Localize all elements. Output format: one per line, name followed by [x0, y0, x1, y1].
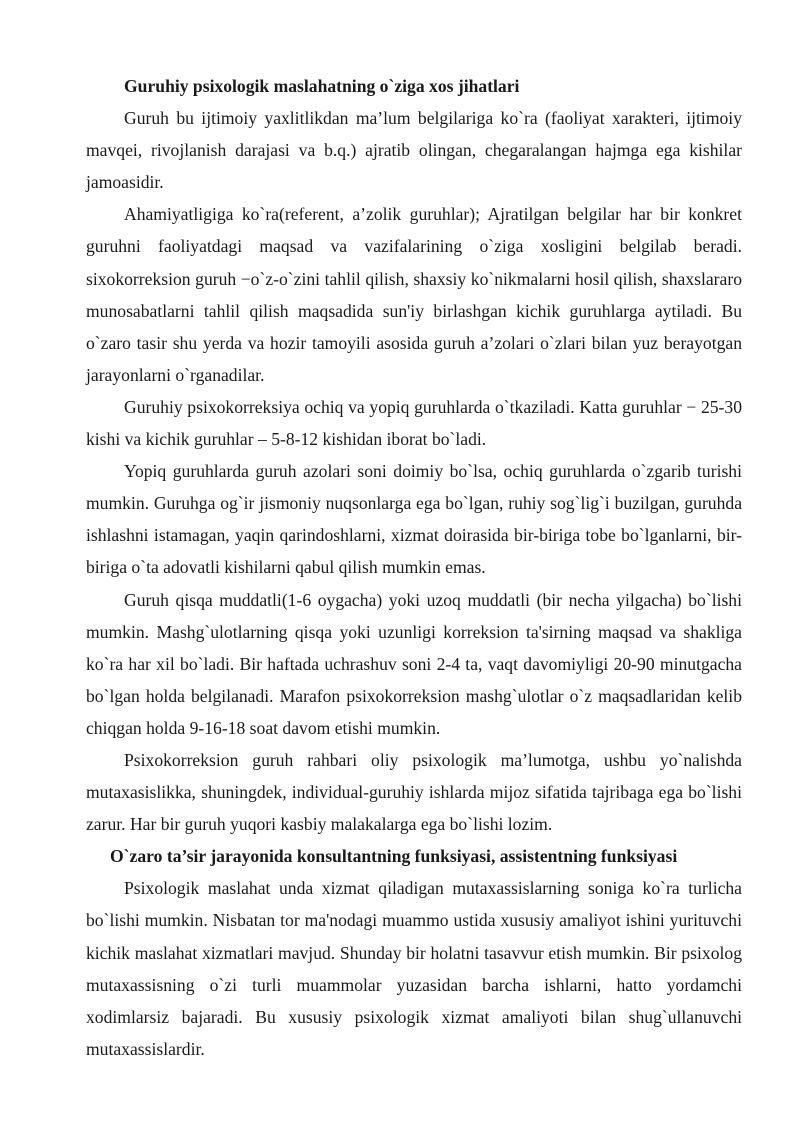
paragraph-group-definition: Guruh bu ijtimoiy yaxlitlikdan ma’lum belgilariga ko`ra (faoliyat xarakteri, ijtimoiy mavqei, rivojlanish darajasi va b.q.) ajratib olingan, chegaralangan hajmga ega kishilar jamoasidir.: [86, 108, 742, 193]
section-heading-consultant-functions: O`zaro ta’sir jarayonida konsultantning funksiyasi, assistentning funksiyasi: [110, 846, 678, 867]
paragraph-counseling-services: Psixologik maslahat unda xizmat qiladigan mutaxassislarning soniga ko`ra turlicha bo`lishi mumkin. Nisbatan tor ma'nodagi muammo ustida xususiy amaliyot ishini yurituvchi kichik maslahat xizmatlari mavjud. Shunday bir holatni tasavvur etish mumkin. Bir psixolog mutaxassisning o`zi turli muammolar yuzasidan barcha ishlarni, hatto yordamchi xodimlarsiz bajaradi. Bu xususiy psixologik xizmat amaliyoti bilan shug`ullanuvchi mutaxassislardir.: [86, 878, 742, 1059]
paragraph-importance: Ahamiyatligiga ko`ra(referent, a’zolik guruhlar); Ajratilgan belgilar har bir konkret guruhni faoliyatdagi maqsad va vazifalarining o`ziga xosligini belgilab beradi. sixokorreksion guruh −o`z-o`zini tahlil qilish, shaxsiy ko`nikmalarni hosil qilish, shaxslararo munosabatlarni tahlil qilish maqsadida sun'iy birlashgan kichik guruhlarga aytiladi. Bu o`zaro tasir shu yerda va hozir tamoyili asosida guruh a’zolari o`zlari bilan yuz berayotgan jarayonlarni o`rganadilar.: [86, 204, 742, 385]
section-heading-group-counseling: Guruhiy psixologik maslahatning o`ziga xos jihatlari: [124, 76, 520, 96]
paragraph-group-leader: Psixokorreksion guruh rahbari oliy psixologik ma’lumotga, ushbu yo`nalishda mutaxasislikka, shuningdek, individual-guruhiy ishlarda mijoz sifatida tajribaga ega bo`lishi zarur. Har bir guruh yuqori kasbiy malakalarga ega bo`lishi lozim.: [86, 749, 742, 835]
paragraph-membership: Yopiq guruhlarda guruh azolari soni doimiy bo`lsa, ochiq guruhlarda o`zgarib turishi mumkin. Guruhga og`ir jismoniy nuqsonlarga ega bo`lgan, ruhiy sog`lig`i buzilgan, guruhda ishlashni istamagan, yaqin qarindoshlarni, xizmat doirasida bir-biriga tobe bo`lganlarni, bir-biriga o`ta adovatli kishilarni qabul qilish mumkin emas.: [86, 461, 742, 578]
paragraph-duration: Guruh qisqa muddatli(1-6 oygacha) yoki uzoq muddatli (bir necha yilgacha) bo`lishi mumkin. Mashg`ulotlarning qisqa yoki uzunligi korreksion ta'sirning maqsad va shakliga ko`ra har xil bo`ladi. Bir haftada uchrashuv soni 2-4 ta, vaqt davomiyligi 20-90 minutgacha bo`lgan holda belgilanadi. Marafon psixokorreksion mashg`ulotlar o`z maqsadlaridan kelib chiqgan holda 9-16-18 soat davom etishi mumkin.: [86, 589, 742, 738]
paragraph-open-closed-groups: Guruhiy psixokorreksiya ochiq va yopiq guruhlarda o`tkaziladi. Katta guruhlar − 25-30 kishi va kichik guruhlar – 5-8-12 kishidan iborat bo`ladi.: [86, 396, 742, 450]
document-page: [86, 70, 742, 1065]
